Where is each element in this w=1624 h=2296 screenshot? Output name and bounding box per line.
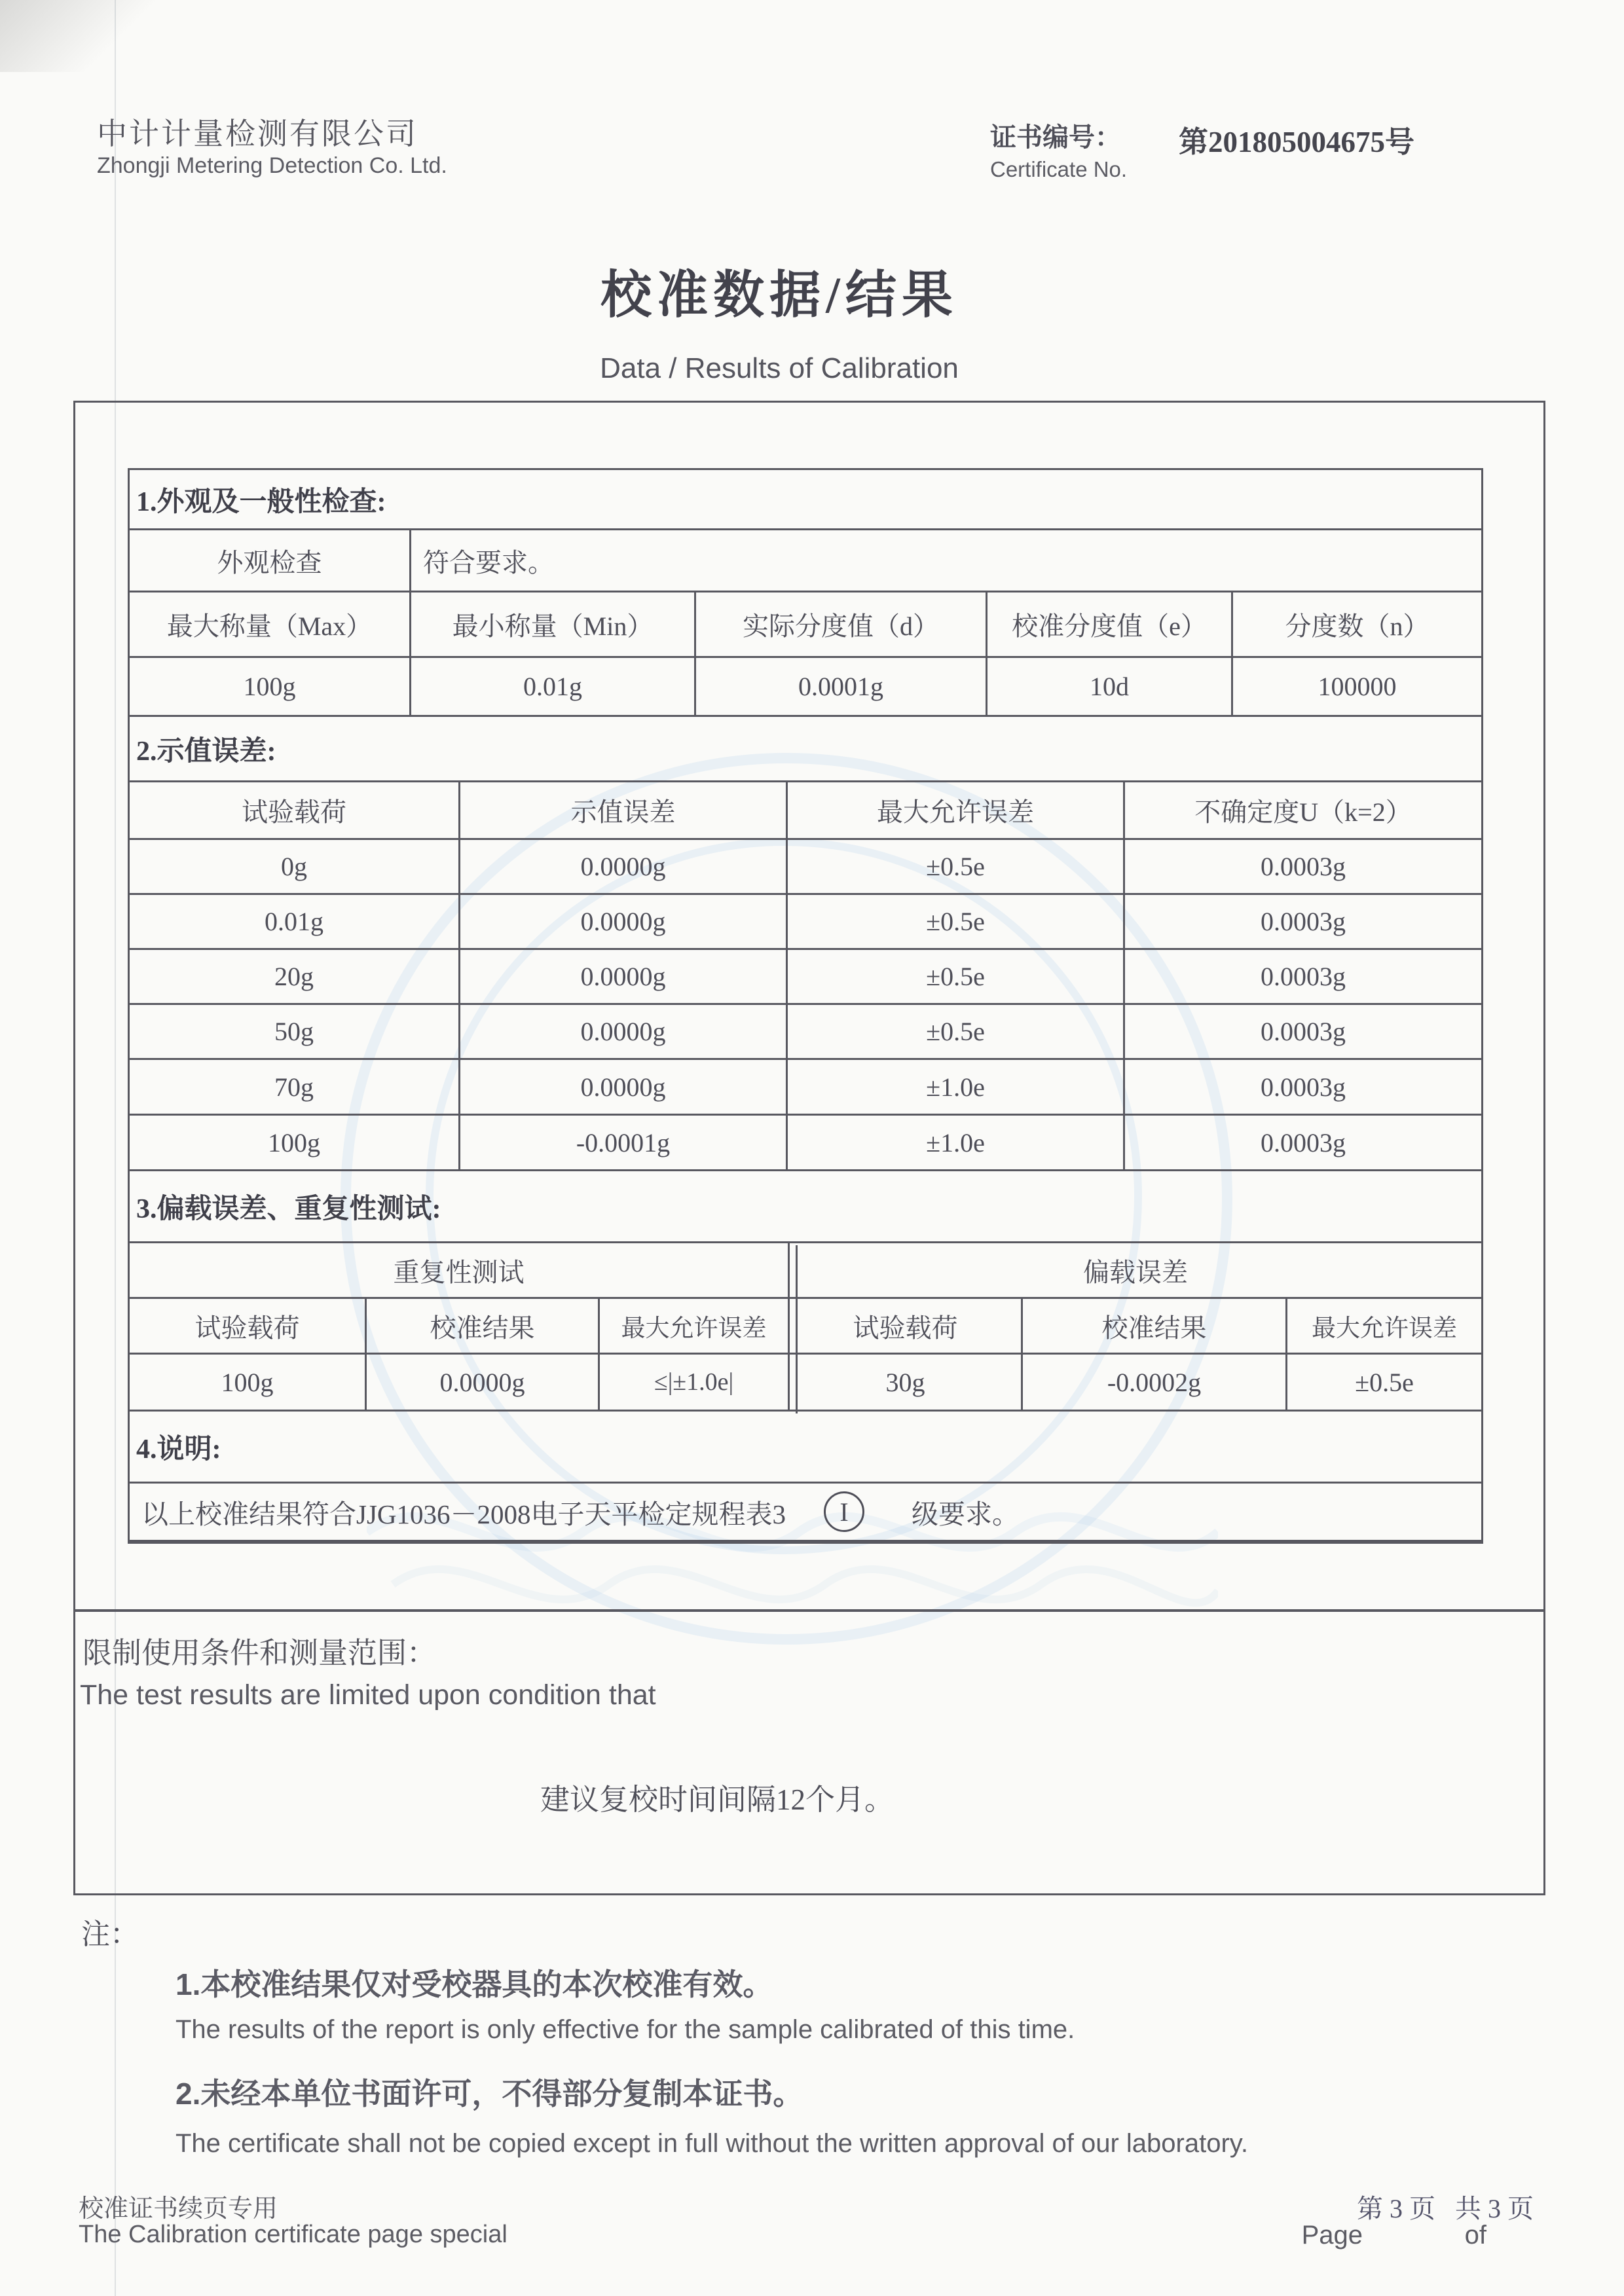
- ecc-test-load-value: 30g: [790, 1355, 1023, 1410]
- company-name-cn: 中计计量检测有限公司: [97, 117, 418, 151]
- division-count-value: 100000: [1318, 672, 1397, 701]
- eccentric-repeat-group-row: [130, 1243, 1481, 1299]
- test-load-value: 50g: [130, 1005, 460, 1058]
- note1-cn: 1.本校准结果仅对受校器具的本次校准有效。: [175, 1967, 773, 2001]
- limits-label-cn: 限制使用条件和测量范围：: [83, 1637, 437, 1669]
- min-capacity-value: 0.01g: [411, 658, 696, 715]
- test-load-value: 0.01g: [130, 895, 460, 948]
- company-name-en: Zhongji Metering Detection Co. Ltd.: [97, 153, 447, 178]
- indication-error-header-row: [130, 782, 1481, 840]
- calibration-division-value: 10d: [987, 658, 1233, 715]
- notes-label: 注：: [81, 1918, 139, 1950]
- indication-error-header: 示值误差: [460, 782, 788, 838]
- section4-label: 4.说明:: [130, 1412, 1481, 1484]
- ecc-result-value: -0.0002g: [1023, 1355, 1287, 1410]
- remark-text-before: 以上校准结果符合JJG1036－2008电子天平检定规程表3: [141, 1499, 786, 1529]
- note2-cn: 2.未经本单位书面许可，不得部分复制本证书。: [175, 2077, 803, 2111]
- uncertainty-header: 不确定度U（k=2）: [1194, 797, 1412, 827]
- mpe-value: ±0.5e: [788, 840, 1125, 893]
- remark-row: [130, 1484, 1481, 1542]
- footer-page-number-cn: 第 3 页 共 3 页: [1357, 2194, 1534, 2223]
- test-load-header: 试验载荷: [130, 782, 460, 838]
- division-count-header: 分度数（n）: [1285, 611, 1430, 641]
- note2-en: The certificate shall not be copied except in full without the written approval of our laboratory.: [175, 2129, 1248, 2158]
- certificate-no-label-cn: 证书编号：: [990, 122, 1121, 152]
- uncertainty-value: 0.0003g: [1261, 1072, 1346, 1102]
- test-load-value: 20g: [130, 950, 460, 1003]
- table-row: [130, 895, 1481, 950]
- group-divider-double-line: [796, 1245, 798, 1413]
- footer-left-cn: 校准证书续页专用: [79, 2195, 278, 2223]
- indication-error-value: 0.0000g: [460, 950, 788, 1003]
- eccentric-repeat-data-row: [130, 1355, 1481, 1412]
- table-row: [130, 1116, 1481, 1171]
- mpe-header: 最大允许误差: [788, 782, 1125, 838]
- appearance-check-value: 符合要求。: [423, 547, 554, 577]
- test-load-value: 100g: [130, 1116, 460, 1169]
- indication-error-value: 0.0000g: [460, 840, 788, 893]
- indication-error-value: -0.0001g: [460, 1116, 788, 1169]
- recalibration-recommendation: 建议复校时间间隔12个月。: [540, 1783, 894, 1816]
- rep-test-load-header: 试验载荷: [130, 1299, 367, 1353]
- max-capacity-header: 最大称量（Max）: [130, 592, 411, 656]
- page-title-en: Data / Results of Calibration: [600, 352, 959, 384]
- appearance-row: [130, 530, 1481, 592]
- uncertainty-value: 0.0003g: [1261, 1017, 1346, 1046]
- certificate-no-label-en: Certificate No.: [990, 157, 1128, 181]
- actual-division-header: 实际分度值（d）: [696, 592, 987, 656]
- accuracy-class-circled: I: [824, 1491, 864, 1532]
- ecc-mpe-header: 最大允许误差: [1312, 1315, 1457, 1342]
- scan-corner-shade: [0, 0, 216, 72]
- indication-error-value: 0.0000g: [460, 895, 788, 948]
- uncertainty-value: 0.0003g: [1261, 907, 1346, 936]
- appearance-check-label: 外观检查: [130, 530, 411, 591]
- uncertainty-value: 0.0003g: [1261, 1127, 1346, 1157]
- min-capacity-header: 最小称量（Min）: [411, 592, 696, 656]
- note1-en: The results of the report is only effective for the sample calibrated of this time.: [175, 2015, 1075, 2044]
- table-row: [130, 840, 1481, 895]
- limits-divider-line: [73, 1609, 1545, 1612]
- max-capacity-value: 100g: [130, 658, 411, 715]
- footer-page-number-en: Page of: [1301, 2221, 1486, 2250]
- actual-division-value: 0.0001g: [696, 658, 987, 715]
- mpe-value: ±1.0e: [788, 1116, 1125, 1169]
- capacity-values-row: [130, 658, 1481, 717]
- ecc-test-load-header: 试验载荷: [790, 1299, 1023, 1353]
- repeatability-group-header: 重复性测试: [130, 1243, 790, 1297]
- uncertainty-value: 0.0003g: [1261, 962, 1346, 991]
- eccentric-load-group-header: 偏载误差: [1083, 1257, 1188, 1287]
- ecc-result-header: 校准结果: [1023, 1299, 1287, 1353]
- calibration-division-header: 校准分度值（e）: [987, 592, 1233, 656]
- eccentric-repeat-subheader-row: [130, 1299, 1481, 1355]
- rep-result-value: 0.0000g: [367, 1355, 600, 1410]
- section1-label: 1.外观及一般性检查:: [130, 470, 1481, 530]
- mpe-value: ±1.0e: [788, 1060, 1125, 1114]
- table-row: [130, 950, 1481, 1005]
- indication-error-value: 0.0000g: [460, 1005, 788, 1058]
- section2-label: 2.示值误差:: [130, 717, 1481, 782]
- test-load-value: 70g: [130, 1060, 460, 1114]
- rep-mpe-header: 最大允许误差: [600, 1299, 790, 1353]
- rep-result-header: 校准结果: [367, 1299, 600, 1353]
- uncertainty-value: 0.0003g: [1261, 852, 1346, 881]
- mpe-value: ±0.5e: [788, 895, 1125, 948]
- indication-error-value: 0.0000g: [460, 1060, 788, 1114]
- rep-test-load-value: 100g: [130, 1355, 367, 1410]
- rep-mpe-value: ≤|±1.0e|: [600, 1355, 790, 1410]
- remark-text-after: 级要求。: [912, 1499, 1020, 1529]
- test-load-value: 0g: [130, 840, 460, 893]
- footer-left-en: The Calibration certificate page special: [79, 2221, 507, 2248]
- mpe-value: ±0.5e: [788, 1005, 1125, 1058]
- capacity-header-row: [130, 592, 1481, 658]
- section3-label: 3.偏载误差、重复性测试:: [130, 1171, 1481, 1243]
- table-row: [130, 1005, 1481, 1060]
- limits-label-en: The test results are limited upon condition that: [80, 1679, 656, 1711]
- mpe-value: ±0.5e: [788, 950, 1125, 1003]
- ecc-mpe-value: ±0.5e: [1355, 1367, 1414, 1397]
- certificate-number: 第201805004675号: [1179, 126, 1415, 158]
- page-title-cn: 校准数据/结果: [600, 266, 958, 323]
- calibration-data-table: [128, 468, 1483, 1544]
- table-row: [130, 1060, 1481, 1116]
